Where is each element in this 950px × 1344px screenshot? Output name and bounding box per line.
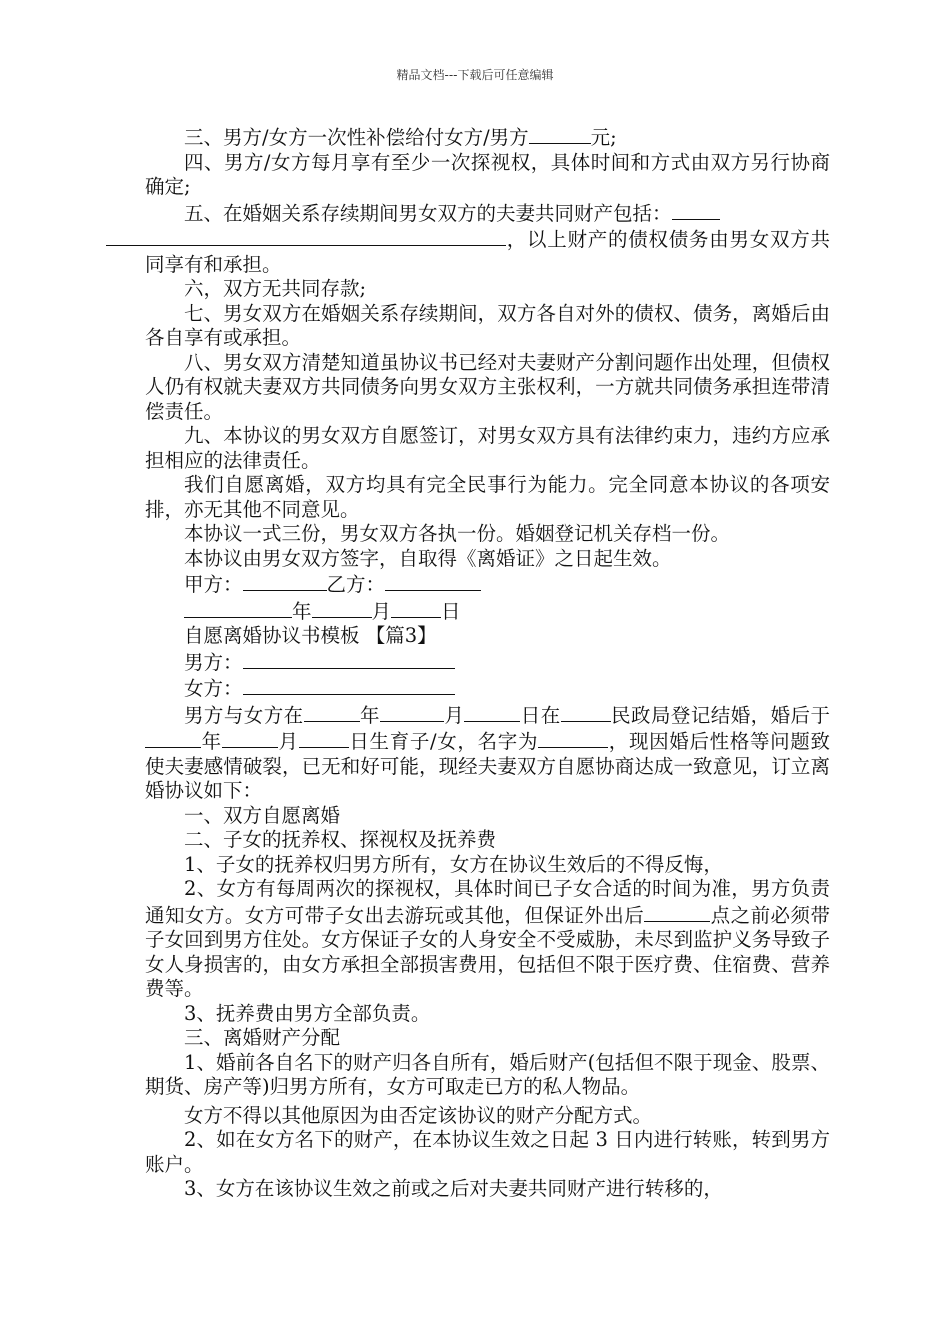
item-2-1: 1、子女的抚养权归男方所有，女方在协议生效后的不得反悔， (184, 852, 723, 876)
intro-text: 年 (359, 703, 380, 727)
blank-field (299, 728, 349, 748)
blank-field (106, 226, 506, 246)
party-a-blank (243, 571, 327, 591)
clause-5-tail: ，以上财产的债权债务由男女双方共同享有和承担。 (145, 228, 830, 276)
day-label: 日 (441, 599, 461, 623)
intro-text: 日在 (520, 703, 561, 727)
item-3-2: 2、如在女方名下的财产，在本协议生效之日起 3 日内进行转账，转到男方账户。 (145, 1128, 830, 1176)
blank-field (304, 702, 360, 722)
intro-text: 月 (277, 730, 299, 753)
clause-7: 七、男女双方在婚姻关系存续期间，双方各自对外的债权、债务，离婚后由各自享有或承担。 (145, 301, 830, 349)
item-3-3: 3、女方在该协议生效之前或之后对夫妻共同财产进行转移的， (184, 1177, 723, 1200)
party-a-label: 甲方： (184, 573, 243, 596)
item-3-note: 女方不得以其他原因为由否定该协议的财产分配方式。 (184, 1103, 653, 1127)
date-line (145, 598, 830, 625)
clause-6: 六，双方无共同存款; (184, 277, 367, 300)
blank-field (561, 702, 611, 722)
year-label: 年 (292, 599, 312, 623)
clause-5 (145, 200, 830, 278)
intro (145, 702, 830, 804)
man-line (145, 649, 830, 676)
year-blank (184, 598, 292, 618)
month-blank (312, 598, 372, 618)
intro-text: 日生育子/女，名字为 (348, 730, 539, 753)
party-b-label: 乙方： (326, 573, 386, 596)
clause-3 (145, 124, 830, 151)
party-b-blank (385, 571, 481, 591)
blank-field (672, 200, 720, 220)
intro-text: ，现因婚后性格等问题致使夫妻感情破裂，已无和好可能，现经夫妻双方自愿协商达成一致意见，订立离婚协议如下： (145, 730, 830, 802)
item-2-2 (145, 877, 830, 1002)
intro-text: 民政局登记结婚，婚后于 (610, 703, 830, 727)
woman-line (145, 675, 830, 702)
blank-field (222, 728, 278, 748)
item-2: 二、子女的抚养权、探视权及抚养费 (184, 828, 497, 851)
blank-field (644, 902, 710, 922)
day-blank (391, 598, 441, 618)
blank-field (529, 124, 591, 144)
blank-field (380, 702, 444, 722)
clause-3-text: 三、男方/女方一次性补偿给付女方/男方 (184, 126, 529, 149)
page-header: 精品文档---下载后可任意编辑 (396, 68, 554, 82)
section-title: 自愿离婚协议书模板 【篇3】 (184, 624, 437, 647)
intro-text: 年 (201, 730, 222, 753)
blank-field (464, 702, 520, 722)
intro-text: 月 (443, 703, 465, 727)
clause-4: 四、男方/女方每月享有至少一次探视权，具体时间和方式由双方另行协商确定; (145, 150, 830, 198)
clause-9: 九、本协议的男女双方自愿签订，对男女双方具有法律约束力，违约方应承担相应的法律责任。 (145, 424, 830, 472)
statement: 我们自愿离婚，双方均具有完全民事行为能力。完全同意本协议的各项安排，亦无其他不同意见。 (145, 473, 830, 521)
man-blank (243, 649, 455, 669)
item-2-3: 3、抚养费由男方全部负责。 (184, 1001, 431, 1025)
month-label: 月 (371, 599, 392, 623)
item-3: 三、离婚财产分配 (184, 1026, 341, 1049)
signature-line (145, 571, 830, 598)
effect-note: 本协议由男女双方签字，自取得《离婚证》之日起生效。 (184, 546, 672, 570)
blank-field (538, 728, 608, 748)
item-2-2-tail: 点之前必须带子女回到男方住处。女方保证子女的人身安全不受威胁，未尽到监护义务导致子女人身损害的，由女方承担全部损害费用，包括但不限于医疗费、住宿费、营养费等。 (145, 903, 830, 1000)
clause-5-text: 五、在婚姻关系存续期间男女双方的夫妻共同财产包括： (184, 201, 672, 225)
man-label: 男方： (184, 650, 243, 674)
item-3-1: 1、婚前各自名下的财产归各自所有，婚后财产(包括但不限于现金、股票、期货、房产等)归男方所有，女方可取走已方的私人物品。 (145, 1050, 830, 1098)
clause-3-unit: 元; (590, 126, 617, 149)
intro-text: 男方与女方在 (184, 703, 304, 727)
clause-8: 八、男女双方清楚知道虽协议书已经对夫妻财产分割问题作出处理，但债权人仍有权就夫妻双方共同债务向男女双方主张权利，一方就共同债务承担连带清偿责任。 (145, 350, 830, 423)
copies-note: 本协议一式三份，男女双方各执一份。婚姻登记机关存档一份。 (184, 522, 731, 545)
blank-field (145, 728, 201, 748)
document-body (145, 124, 830, 1202)
woman-blank (243, 675, 455, 695)
woman-label: 女方： (184, 677, 243, 700)
item-2-2-text: 2、女方有每周两次的探视权，具体时间已子女合适的时间为准，男方负责通知女方。女方可带子女出去游玩或其他，但保证外出后 (145, 877, 830, 927)
item-1: 一、双方自愿离婚 (184, 803, 341, 827)
